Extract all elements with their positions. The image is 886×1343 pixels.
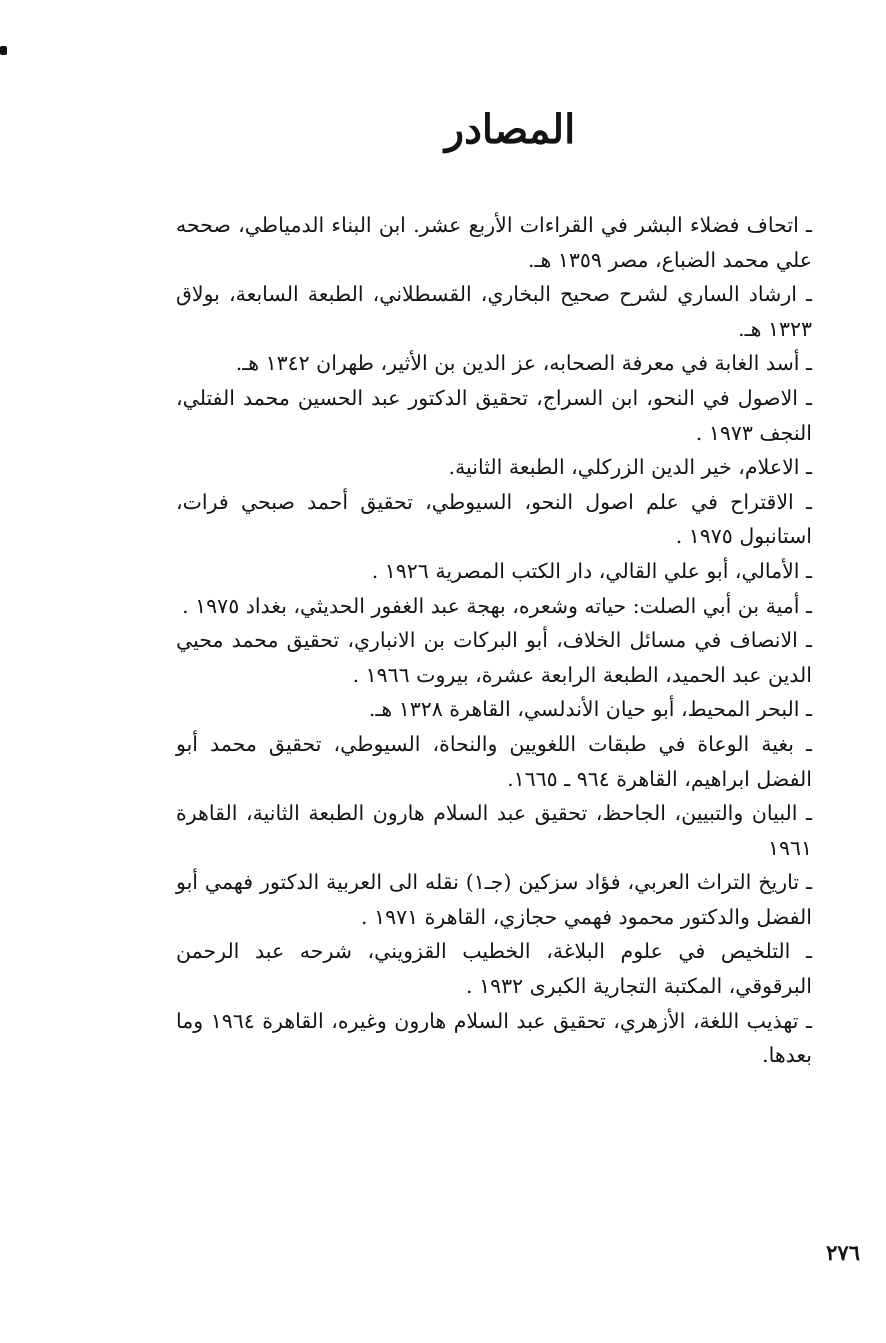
references-list [176,208,812,1073]
reference-entry: ـ الأمالي، أبو علي القالي، دار الكتب المصرية ١٩٢٦ . [371,558,812,583]
reference-entry: ـ بغية الوعاة في طبقات اللغويين والنحاة، السيوطي، تحقيق محمد أبو الفضل ابراهيم، القاهرة ٩٦٤ ـ ١٦٦٥. [176,731,812,791]
reference-entry: ـ التلخيص في علوم البلاغة، الخطيب القزويني، شرحه عبد الرحمن البرقوقي، المكتبة التجارية الكبرى ١٩٣٢ . [176,939,812,999]
reference-entry: ـ البيان والتبيين، الجاحظ، تحقيق عبد السلام هارون الطبعة الثانية، القاهرة ١٩٦١ [176,801,812,860]
reference-entry: ـ الاقتراح في علم اصول النحو، السيوطي، تحقيق أحمد صبحي فرات، استانبول ١٩٧٥ . [176,489,812,549]
reference-entry: ـ أسد الغابة في معرفة الصحابه، عز الدين بن الأثير، طهران ١٣٤٢ هـ. [235,351,812,376]
scan-edge-mark [0,46,7,55]
reference-entry: ـ ارشاد الساري لشرح صحيح البخاري، القسطلاني، الطبعة السابعة، بولاق ١٣٢٣ هـ. [176,282,812,341]
reference-entry: ـ اتحاف فضلاء البشر في القراءات الأربع عشر. ابن البناء الدمياطي، صححه علي محمد الضباع، مصر ١٣٥٩ هـ. [176,213,812,272]
reference-entry: ـ الاصول في النحو، ابن السراج، تحقيق الدكتور عبد الحسين محمد الفتلي، النجف ١٩٧٣ . [176,385,812,445]
page-number: ٢٧٦ [826,1240,860,1265]
reference-entry: ـ الاعلام، خير الدين الزركلي، الطبعة الثانية. [448,455,812,480]
reference-entry: ـ البحر المحيط، أبو حيان الأندلسي، القاهرة ١٣٢٨ هـ. [368,697,812,722]
reference-entry: ـ تهذيب اللغة، الأزهري، تحقيق عبد السلام هارون وغيره، القاهرة ١٩٦٤ وما بعدها. [176,1008,812,1068]
reference-entry: ـ أمية بن أبي الصلت: حياته وشعره، بهجة عبد الغفور الحديثي، بغداد ١٩٧٥ . [182,593,812,618]
page-title: المصادر [444,106,576,153]
reference-entry: ـ تاريخ التراث العربي، فؤاد سزكين (جـ١) نقله الى العربية الدكتور فهمي أبو الفضل والدكتور محمود فهمي حجازي، القاهرة ١٩٧١ . [176,870,812,929]
reference-entry: ـ الانصاف في مسائل الخلاف، أبو البركات بن الانباري، تحقيق محمد محيي الدين عبد الحميد، الطبعة الرابعة عشرة، بيروت ١٩٦٦ . [176,628,812,687]
